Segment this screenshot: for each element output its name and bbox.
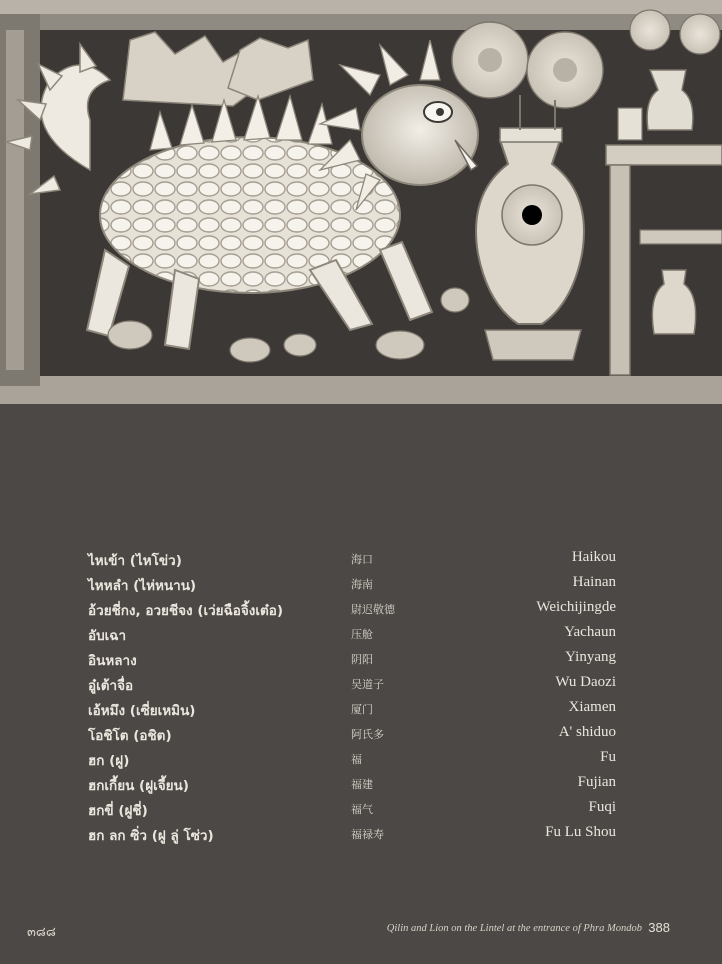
page-number-thai: ๓๘๘ (27, 925, 56, 940)
glossary-list (0, 549, 722, 849)
romanized-term: A' shiduo (558, 724, 616, 740)
thai-term: อับเฉา (88, 628, 127, 644)
chinese-term: 福气 (351, 803, 373, 816)
romanized-term: Fuqi (588, 799, 616, 815)
chinese-term: 福禄寿 (351, 828, 384, 841)
chinese-term: 阴阳 (351, 653, 373, 666)
romanized-term: Yachaun (564, 624, 616, 640)
thai-term: ฮกเกี้ยน (ฝูเจี้ยน) (88, 778, 189, 794)
photo-caption: Qilin and Lion on the Lintel at the entrance of Phra Mondob (386, 923, 642, 934)
glossary-row (0, 574, 722, 599)
thai-term: โอชิโต (อชิต) (88, 728, 172, 744)
glossary-row (0, 599, 722, 624)
chinese-term: 阿氏多 (351, 728, 384, 741)
romanized-term: Fu Lu Shou (545, 824, 616, 840)
glossary-row (0, 749, 722, 774)
glossary-row (0, 624, 722, 649)
romanized-term: Yinyang (565, 649, 616, 665)
chinese-term: 压舱 (351, 628, 373, 641)
chinese-term: 尉迟敬德 (351, 603, 395, 616)
chinese-term: 海南 (351, 578, 373, 591)
romanized-term: Weichijingde (536, 599, 616, 615)
page-number: 388 (648, 920, 670, 935)
glossary-row (0, 649, 722, 674)
thai-term: ฮก (ฝู) (88, 753, 130, 769)
thai-term: อินหลาง (88, 653, 137, 669)
romanized-term: Wu Daozi (555, 674, 616, 690)
glossary-row (0, 549, 722, 574)
glossary-row (0, 699, 722, 724)
glossary-row (0, 674, 722, 699)
thai-term: ฮก ลก ซิ่ว (ฝู ลู่ โซ่ว) (88, 828, 214, 844)
glossary-row (0, 824, 722, 849)
glossary-row (0, 724, 722, 749)
chinese-term: 福 (351, 753, 362, 766)
chinese-term: 吴道子 (351, 678, 384, 691)
romanized-term: Hainan (572, 574, 616, 590)
lintel-photograph (0, 0, 722, 404)
glossary-row (0, 774, 722, 799)
romanized-term: Xiamen (568, 699, 616, 715)
thai-term: ไหเข้า (ไหโข่ว) (88, 553, 182, 569)
romanized-term: Haikou (571, 549, 616, 565)
chinese-term: 厦门 (351, 703, 373, 716)
thai-term: อู๋เต้าจื่อ (88, 678, 134, 694)
thai-term: ไหหลำ (ไห่หนาน) (88, 578, 197, 594)
thai-term: อ้วยชี่กง, อวยชีจง (เว่ยฉือจิ้งเต๋อ) (88, 603, 284, 619)
chinese-term: 福建 (351, 778, 373, 791)
glossary-row (0, 799, 722, 824)
thai-term: ฮกขี่ (ฝูชี่) (88, 803, 148, 819)
romanized-term: Fu (600, 749, 616, 765)
chinese-term: 海口 (351, 553, 373, 566)
thai-term: เอ้หมึง (เซี่ยเหมิน) (88, 703, 196, 719)
romanized-term: Fujian (577, 774, 616, 790)
